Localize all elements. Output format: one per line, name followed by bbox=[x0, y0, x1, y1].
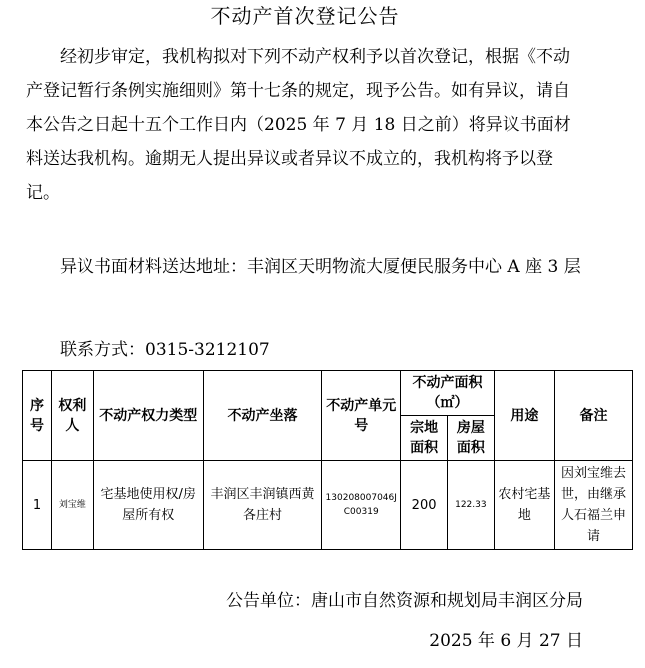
cell-usage: 农村宅基地 bbox=[494, 461, 554, 550]
notice-title: 不动产首次登记公告 bbox=[210, 4, 400, 28]
header-right-type: 不动产权力类型 bbox=[93, 371, 203, 461]
cell-seq: 1 bbox=[23, 461, 52, 550]
header-remark: 备注 bbox=[554, 371, 632, 461]
header-unit-no: 不动产单元号 bbox=[322, 371, 401, 461]
header-land-area: 宗地面积 bbox=[401, 416, 448, 461]
cell-location: 丰润区丰润镇西黄各庄村 bbox=[203, 461, 321, 550]
cell-unit-no: 130208007046JC00319 bbox=[322, 461, 401, 550]
cell-remark: 因刘宝维去世，由继承人石福兰申请 bbox=[554, 461, 632, 550]
issue-date: 2025 年 6 月 27 日 bbox=[429, 631, 583, 651]
header-usage: 用途 bbox=[494, 371, 554, 461]
table-row bbox=[23, 461, 633, 550]
header-house-area: 房屋面积 bbox=[447, 416, 494, 461]
cell-holder: 刘宝维 bbox=[52, 461, 94, 550]
cell-land-area: 200 bbox=[401, 461, 448, 550]
cell-house-area: 122.33 bbox=[447, 461, 494, 550]
header-location: 不动产坐落 bbox=[203, 371, 321, 461]
issuer-line: 公告单位：唐山市自然资源和规划局丰润区分局 bbox=[226, 591, 583, 611]
notice-main-paragraph: 经初步审定，我机构拟对下列不动产权利予以首次登记，根据《不动产登记暂行条例实施细则》第十七条的规定，现予公告。如有异议，请自本公告之日起十五个工作日内（2025 年 7 月 18 日之前）将异议书面材料送达我机构。逾期无人提出异议或者异议不成立的，我机构将予以登记。 bbox=[26, 47, 571, 203]
table-header-row bbox=[23, 371, 633, 416]
cell-right-type: 宅基地使用权/房屋所有权 bbox=[93, 461, 203, 550]
header-seq: 序号 bbox=[23, 371, 52, 461]
header-area-group: 不动产面积（㎡） bbox=[401, 371, 495, 416]
contact-paragraph: 联系方式：0315-3212107 bbox=[60, 340, 270, 360]
header-holder: 权利人 bbox=[52, 371, 94, 461]
objection-address-paragraph: 异议书面材料送达地址：丰润区天明物流大厦便民服务中心 A 座 3 层 bbox=[60, 257, 581, 277]
registration-table bbox=[22, 370, 633, 550]
